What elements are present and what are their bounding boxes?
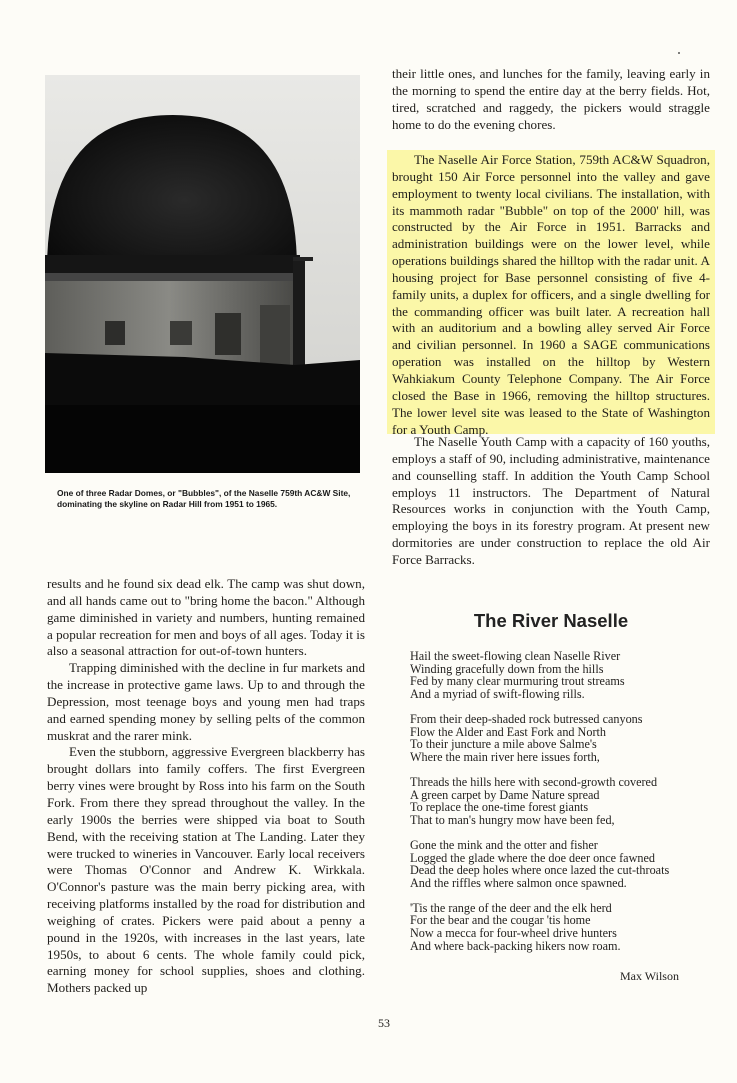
poem-stanza [410, 776, 710, 826]
poem-line: Gone the mink and the otter and fisher [410, 837, 598, 852]
blackberry-paragraph: Even the stubborn, aggressive Evergreen blackberry has brought dollars into family coffers. The first Evergreen berry vines were brought by Ross into his farm on the South Fork. From there they spread throughout the valley. In the early 1900s the berries were shipped via boat to South Bend, with the receiving station at The Landing. Later they were trucked to wineries in Vancouver. Early local receivers were Thomas O'Connor and Andrew K. Wirkkala. O'Connor's pasture was the main berry picking area, with receiving platforms installed by the road for distribution and weighing of crates. Pickers were paid about a penny a pound in the 1920s, with increases in the last years, late 1950s, to about 6 cents. The whole family could pick, earning money for school supplies, shoes and clothing. Mothers packed up [47, 744, 365, 996]
trapping-paragraph: Trapping diminished with the decline in fur markets and the increase in protective game laws. Up to and through the Depression, most teenage boys and young men had traps and earned spending money by selling pelts of the common muskrat and the rarer mink. [47, 660, 365, 743]
corner-mark [678, 52, 680, 54]
youth-camp-section [392, 434, 710, 569]
berry-continuation-paragraph: their little ones, and lunches for the family, leaving early in the morning to spend the entire day at the berry fields. Hot, tired, scratched and raggedy, the pickers would straggle home to do the evening chores. [392, 66, 710, 132]
hunting-paragraph: results and he found six dead elk. The camp was shut down, and all hands came out to "bring home the bacon." Although game diminished in variety and numbers, hunting remained a popular recreation for men and boys of all ages. Today it is also a seasonal attraction for out-of-town hunters. [47, 576, 365, 659]
poem-line: Winding gracefully down from the hills [410, 661, 604, 676]
radar-dome-photo [45, 75, 360, 473]
poem-stanza [410, 650, 710, 700]
photo-caption: One of three Radar Domes, or "Bubbles", of the Naselle 759th AC&W Site, dominating the skyline on Radar Hill from 1951 to 1965. [57, 488, 351, 509]
right-column-top [392, 66, 710, 133]
air-force-section [392, 152, 710, 438]
poem-line: Now a mecca for four-wheel drive hunters [410, 926, 617, 941]
poem-stanza [410, 839, 710, 889]
poem-line: To their juncture a mile above Salme's [410, 737, 597, 752]
poem-line: Flow the Alder and East Fork and North [410, 724, 606, 739]
poem-line: Threads the hills here with second-growth covered [410, 774, 658, 789]
air-force-paragraph: The Naselle Air Force Station, 759th AC&W Squadron, brought 150 Air Force personnel into the valley and gave employment to twenty local civilians. The installation, with its mammoth radar "Bubble" on top of the 2000' hill, was constructed by the Air Force in 1951. Barracks and administration buildings were on the lower level, while operations buildings shared the hilltop with the radar unit. A housing project for Base personnel consisting of five 4-family units, a duplex for officers, and a single dwelling for the commanding officer was built later. A recreation hall with an auditorium and a bowling alley served Air Force and civilian personnel. In 1960 a SAGE communications operation was installed on the hilltop by Western Wahkiakum County Telephone Company. The Air Force closed the Base in 1966, removing the hilltop structures. The lower level site was leased to the State of Washington for a Youth Camp. [392, 152, 710, 437]
poem-line: Where the main river here issues forth, [410, 749, 600, 764]
page-number: 53 [378, 1016, 390, 1030]
poem-body [410, 650, 710, 965]
left-column-bottom [47, 576, 365, 997]
poem-line: Logged the glade where the doe deer once fawned [410, 850, 655, 865]
poem-line: And a myriad of swift-flowing rills. [410, 686, 585, 701]
poem-line: To replace the one-time forest giants [410, 800, 589, 815]
poem-stanza [410, 902, 710, 952]
poem-line: A green carpet by Dame Nature spread [410, 787, 600, 802]
poem-title: The River Naselle [473, 610, 629, 631]
poem-line: That to man's hungry mow have been fed, [410, 812, 615, 827]
poem-line: And the riffles where salmon once spawned. [410, 875, 627, 890]
poem-line: And where back-packing hikers now roam. [410, 938, 621, 953]
poem-line: 'Tis the range of the deer and the elk herd [410, 900, 612, 915]
poem-line: For the bear and the cougar 'tis home [410, 913, 591, 928]
poem-line: Dead the deep holes where once lazed the cut-throats [410, 863, 670, 878]
youth-camp-paragraph: The Naselle Youth Camp with a capacity of 160 youths, employs a staff of 90, including administrative, maintenance and counselling staff. In addition the Youth Camp School employs 11 instructors. The Department of Natural Resources works in conjunction with the Youth Camp, employing the boys in its forestry program. At present new dormitories are under construction to replace the old Air Force Barracks. [392, 434, 710, 567]
poem-line: Fed by many clear murmuring trout streams [410, 674, 625, 689]
poem-line: From their deep-shaded rock butressed canyons [410, 711, 643, 726]
poem-stanza [410, 713, 710, 763]
poem-line: Hail the sweet-flowing clean Naselle River [410, 649, 621, 663]
poem-author: Max Wilson [620, 969, 679, 983]
